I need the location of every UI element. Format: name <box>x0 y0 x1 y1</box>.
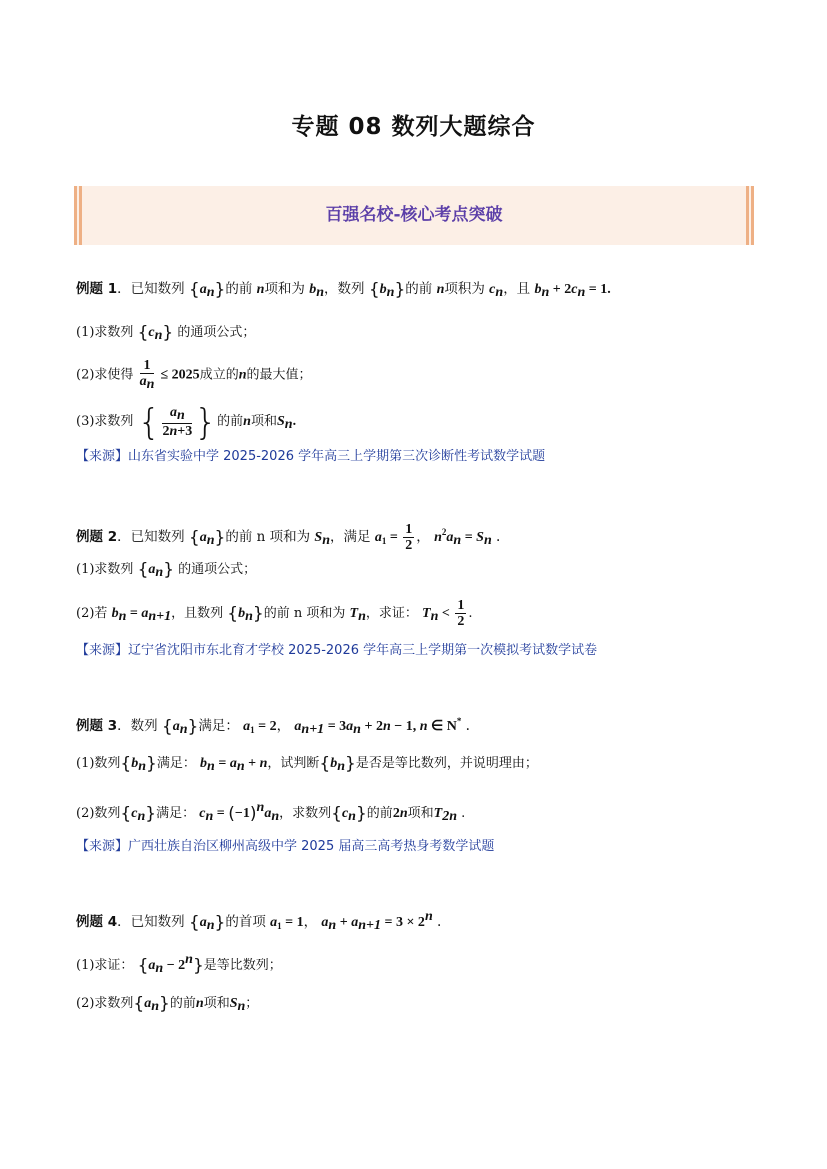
problem-4-statement: 例题 4．已知数列 $\{a_n\}$的首项 $a_1 = 1$， $a_n + a_{n+1} = 3 \times 2^n$ . <box>76 909 442 933</box>
problem-2-question-2: (2)若 $b_n = a_{n+1}$，且数列 $\{b_n\}$的前 n 项和为 $T_n$，求证： $T_n$ < $\frac{1}{2}$ . <box>76 598 473 630</box>
problem-2-source: 【来源】辽宁省沈阳市东北育才学校 2025-2026 学年高三上学期第一次模拟考试数学试卷 <box>76 643 598 658</box>
problem-3-label: 例题 3 <box>76 718 118 734</box>
section-banner <box>74 186 754 245</box>
problem-4-label: 例题 4 <box>76 914 118 930</box>
problem-1-label: 例题 1 <box>76 281 118 297</box>
problem-1-question-2: (2)求使得 $\frac{1}{a_n}$ ≤ 2025成立的n的最大值； <box>76 358 312 392</box>
problem-3-statement: 例题 3．数列 $\{a_n\}$满足： $a_1 = 2$， $a_{n+1} = 3a_n + 2n - 1$, n ∈ N* . <box>76 716 470 737</box>
problem-3-question-2: (2)数列$\{c_n\}$满足： $c_n = (-1)^na_n$，求数列$\{c_n\}$的前2n项和$T_{2n}$ . <box>76 800 466 824</box>
problem-1-source: 【来源】山东省实验中学 2025-2026 学年高三上学期第三次诊断性考试数学试题 <box>76 449 546 464</box>
problem-2-label: 例题 2 <box>76 529 118 545</box>
problem-1-question-1: (1)求数列 $\{c_n\}$ 的通项公式； <box>76 323 256 343</box>
problem-1-statement: 例题 1．已知数列 $\{a_n\}$的前 n项和为 $b_n$，数列 $\{b_n\}$的前 n项积为 $c_n$，且 $b_n + 2c_n = 1$. <box>76 280 611 300</box>
problem-2-question-1: (1)求数列 $\{a_n\}$ 的通项公式； <box>76 560 257 580</box>
problem-1-question-3: (3)求数列 { $\frac{a_n}{2n+3}$ }的前n项和$S_n$. <box>76 402 297 443</box>
page-title: 专题 08 数列大题综合 <box>291 114 536 140</box>
problem-2-statement: 例题 2．已知数列 $\{a_n\}$的前 n 项和为 $S_n$，满足 $a_1$ = $\frac{1}{2}$ ， $n^2a_n = S_n$ . <box>76 522 501 554</box>
problem-4-question-1: (1)求证： $\{a_n - 2^n\}$是等比数列； <box>76 952 282 976</box>
problem-3-source: 【来源】广西壮族自治区柳州高级中学 2025 届高三高考热身考数学试题 <box>76 839 495 854</box>
problem-3-question-1: (1)数列$\{b_n\}$满足： $b_n = a_n + n$，试判断$\{b_n\}$是否是等比数列，并说明理由； <box>76 754 538 774</box>
problem-4-question-2: (2)求数列$\{a_n\}$的前n项和$S_n$； <box>76 994 259 1014</box>
banner-title: 百强名校-核心考点突破 <box>325 205 503 225</box>
